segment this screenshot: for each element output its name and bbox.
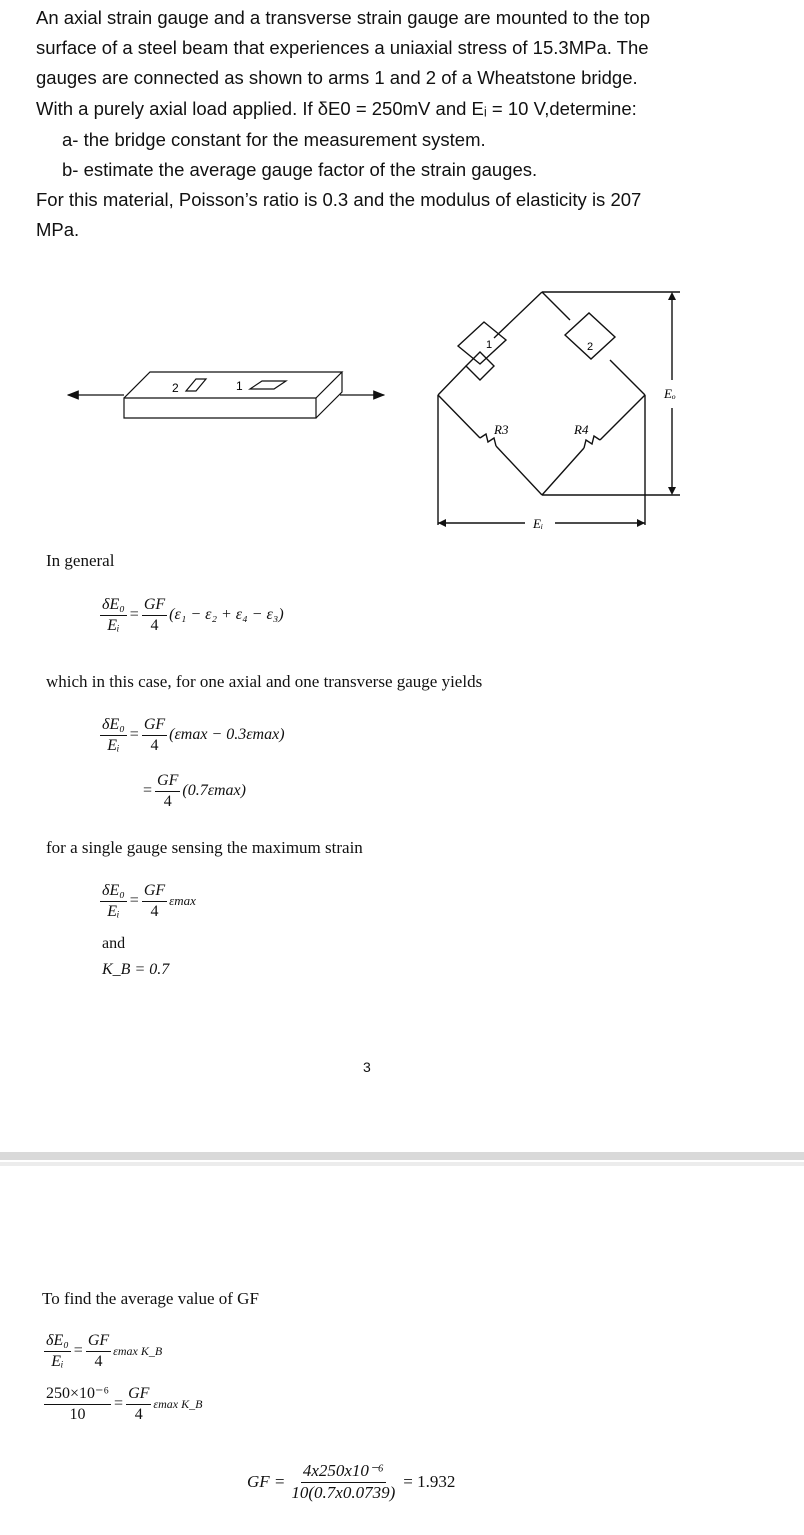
- equation-1: $\frac{\text{δE₀}}{\text{Eᵢ}}$ = $\frac{GF}{4}$ (ε₁ − ε₂ + ε₄ − ε₃): [102, 596, 284, 634]
- gauge-1-box: [458, 322, 506, 364]
- arm-2-lead-b: [610, 360, 645, 395]
- and-text: and: [102, 935, 126, 952]
- single-gauge-text: for a single gauge sensing the maximum strain: [46, 838, 363, 857]
- eq1-rhs-tail: (ε₁ − ε₂ + ε₄ − ε₃): [169, 606, 284, 624]
- eq3-rhs-tail: (0.7εmax): [182, 782, 246, 800]
- eq6-rhs-den: 4: [134, 1405, 143, 1423]
- eq2-rhs-tail: (εmax − 0.3εmax): [169, 726, 285, 744]
- equation-3: = $\frac{GF}{4}$ (0.7εmax): [143, 772, 246, 810]
- problem-line-2: surface of a steel beam that experiences a uniaxial stress of 15.3MPa. The: [36, 37, 649, 58]
- eq7-result: = 1.932: [403, 1472, 456, 1492]
- wheatstone-bridge: [438, 292, 680, 525]
- eq3-rhs-num: GF: [155, 772, 180, 792]
- problem-item-a: a- the bridge constant for the measurement system.: [62, 129, 486, 150]
- kb-value: K_B = 0.7: [102, 961, 170, 978]
- eq2-lhs-num: δE₀: [100, 716, 127, 736]
- eq6-lhs-num: 250×10⁻⁶: [44, 1385, 111, 1405]
- eq5-lhs-den: Eᵢ: [51, 1352, 64, 1370]
- eq5-rhs-num: GF: [86, 1332, 111, 1352]
- gauge-2-symbol: [186, 379, 206, 391]
- equation-2: $\frac{\text{δE₀}}{\text{Eᵢ}}$ = $\frac{GF}{4}$ (εmax − 0.3εmax): [102, 716, 285, 754]
- eq4-rhs-den: 4: [150, 902, 159, 920]
- equation-4: $\frac{\text{δE₀}}{\text{Eᵢ}}$ = $\frac{GF}{4}$ εmax: [102, 882, 196, 920]
- problem-line-4: With a purely axial load applied. If δE0 = 250mV and Eᵢ = 10 V,determine:: [36, 98, 637, 119]
- input-voltage-label: Eᵢ: [533, 516, 543, 531]
- eq1-rhs-den: 4: [150, 616, 159, 634]
- bridge-arm-1-label: 1: [486, 339, 493, 351]
- which-case-text: which in this case, for one axial and one transverse gauge yields: [46, 672, 483, 691]
- eq5-lhs-num: δE₀: [44, 1332, 71, 1352]
- eq4-rhs-num: GF: [142, 882, 167, 902]
- bridge-r4-label: R4: [574, 422, 589, 437]
- eq4-lhs-den: Eᵢ: [107, 902, 120, 920]
- eq2-lhs-den: Eᵢ: [107, 736, 120, 754]
- equation-7: [247, 1462, 455, 1502]
- arm-3-lead-b: [496, 446, 542, 495]
- eq2-rhs-den: 4: [150, 736, 159, 754]
- eq6-rhs-tail: εmax K_B: [153, 1396, 203, 1411]
- arm-4-lead-a: [600, 395, 645, 440]
- eq2-rhs-num: GF: [142, 716, 167, 736]
- beam-diagram: [68, 372, 384, 418]
- arm-3-lead-a: [438, 395, 480, 438]
- arm-4-lead-b: [542, 448, 584, 495]
- page-separator-shadow: [0, 1162, 804, 1166]
- eq1-rhs-num: GF: [142, 596, 167, 616]
- arm-1-lead-b: [494, 292, 542, 338]
- arm-1-lead-a: [438, 366, 466, 395]
- arm-4-resistor: [584, 436, 600, 448]
- eq5-rhs-tail: εmax K_B: [113, 1343, 163, 1358]
- problem-line-8: MPa.: [36, 219, 80, 240]
- beam-front-face: [124, 398, 316, 418]
- eq4-lhs-num: δE₀: [100, 882, 127, 902]
- page-number: 3: [363, 1059, 371, 1075]
- bridge-r3-label: R3: [494, 422, 509, 437]
- problem-line-3: gauges are connected as shown to arms 1 and 2 of a Wheatstone bridge.: [36, 67, 638, 88]
- in-general-text: In general: [46, 551, 115, 570]
- average-gf-text: To find the average value of GF: [42, 1289, 259, 1308]
- equation-6: $\frac{\text{250×10⁻⁶}}{10}$ = $\frac{GF}{4}$ εmax K_B: [46, 1385, 203, 1423]
- output-voltage-label: Eₒ: [664, 386, 676, 401]
- eq1-lhs-num: δE₀: [100, 596, 127, 616]
- beam-side-face: [316, 372, 342, 418]
- problem-line-7: For this material, Poisson’s ratio is 0.3 and the modulus of elasticity is 207: [36, 189, 642, 210]
- gauge-2-label: 2: [172, 381, 179, 395]
- eq6-rhs-num: GF: [126, 1385, 151, 1405]
- eq4-rhs-tail: εmax: [169, 893, 196, 909]
- problem-line-1: An axial strain gauge and a transverse strain gauge are mounted to the top: [36, 7, 650, 28]
- eq5-rhs-den: 4: [94, 1352, 103, 1370]
- eq7-lhs: GF =: [247, 1472, 286, 1492]
- equation-5: $\frac{\text{δE₀}}{\text{Eᵢ}}$ = $\frac{GF}{4}$ εmax K_B: [46, 1332, 163, 1370]
- beam-top-face: [124, 372, 342, 398]
- page-separator: [0, 1152, 804, 1160]
- eq7-den: 10(0.7x0.0739): [291, 1482, 396, 1502]
- beam-bridge-figure: [0, 280, 804, 540]
- problem-item-b: b- estimate the average gauge factor of the strain gauges.: [62, 159, 538, 180]
- eq7-num: 4x250x10⁻⁶: [301, 1462, 386, 1483]
- gauge-1-symbol: [250, 381, 286, 389]
- arm-2-lead-a: [542, 292, 570, 320]
- bridge-arm-2-label: 2: [587, 341, 594, 353]
- eq1-lhs-den: Eᵢ: [107, 616, 120, 634]
- gauge-1-label: 1: [236, 379, 243, 393]
- eq6-lhs-den: 10: [69, 1405, 86, 1423]
- eq3-rhs-den: 4: [163, 792, 172, 810]
